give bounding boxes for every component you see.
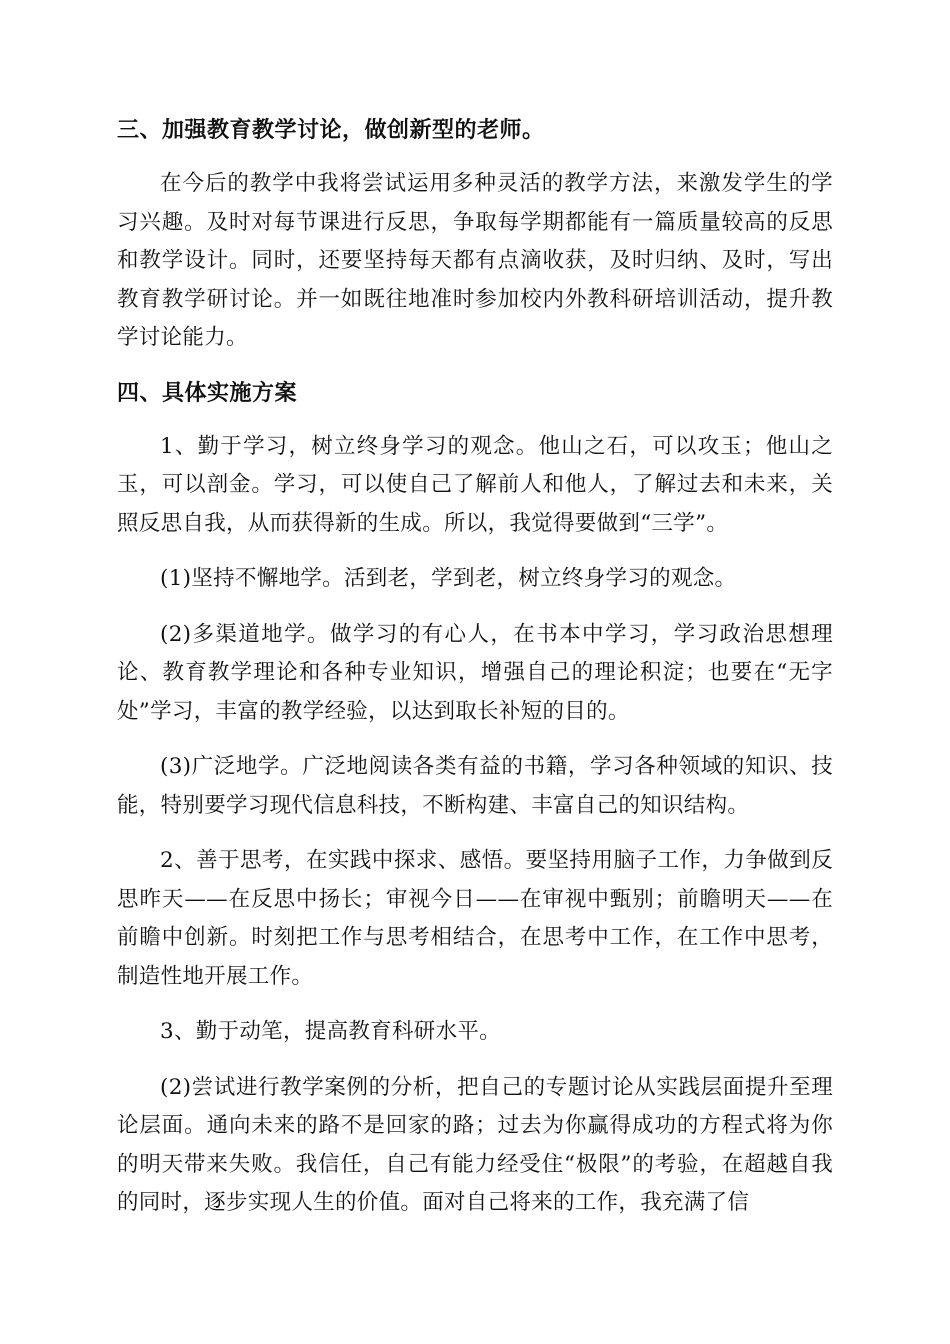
paragraph: (2)多渠道地学。做学习的有心人，在书本中学习，学习政治思想理论、教育教学理论和各种专业知识，增强自己的理论积淀；也要在“无字处”学习，丰富的教学经验，以达到取长补短的目的。 (117, 621, 833, 724)
paragraph: 在今后的教学中我将尝试运用多种灵活的教学方法，来激发学生的学习兴趣。及时对每节课进行反思，争取每学期都能有一篇质量较高的反思和教学设计。同时，还要坚持每天都有点滴收获，及时归纳、及时，写出教育教学研讨论。并一如既往地准时参加校内外教科研培训活动，提升教学讨论能力。 (117, 171, 833, 350)
paragraph: (1)坚持不懈地学。活到老，学到老，树立终身学习的观念。 (160, 566, 737, 591)
section-heading-4: 四、具体实施方案 (117, 380, 298, 406)
section-heading-3: 三、加强教育教学讨论，做创新型的老师。 (117, 118, 545, 143)
paragraph: 2、善于思考，在实践中探求、感悟。要坚持用脑子工作，力争做到反思昨天——在反思中扬长；审视今日——在审视中甄别；前瞻明天——在前瞻中创新。时刻把工作与思考相结合，在思考中工作，在工作中思考，制造性地开展工作。 (117, 848, 833, 989)
paragraph: 1、勤于学习，树立终身学习的观念。他山之石，可以攻玉；他山之玉，可以剖金。学习，可以使自己了解前人和他人，了解过去和未来，关照反思自我，从而获得新的生成。所以，我觉得要做到“三学”。 (117, 433, 833, 536)
paragraph: (2)尝试进行教学案例的分析，把自己的专题讨论从实践层面提升至理论层面。通向未来的路不是回家的路；过去为你赢得成功的方程式将为你的明天带来失败。我信任，自己有能力经受住“极限”的考验，在超越自我的同时，逐步实现人生的价值。面对自己将来的工作，我充满了信 (117, 1074, 833, 1215)
paragraph: 3、勤于动笔，提高教育科研水平。 (160, 1019, 501, 1044)
paragraph: (3)广泛地学。广泛地阅读各类有益的书籍，学习各种领域的知识、技能，特别要学习现代信息科技，不断构建、丰富自己的知识结构。 (117, 754, 833, 818)
document-body (117, 112, 833, 1223)
